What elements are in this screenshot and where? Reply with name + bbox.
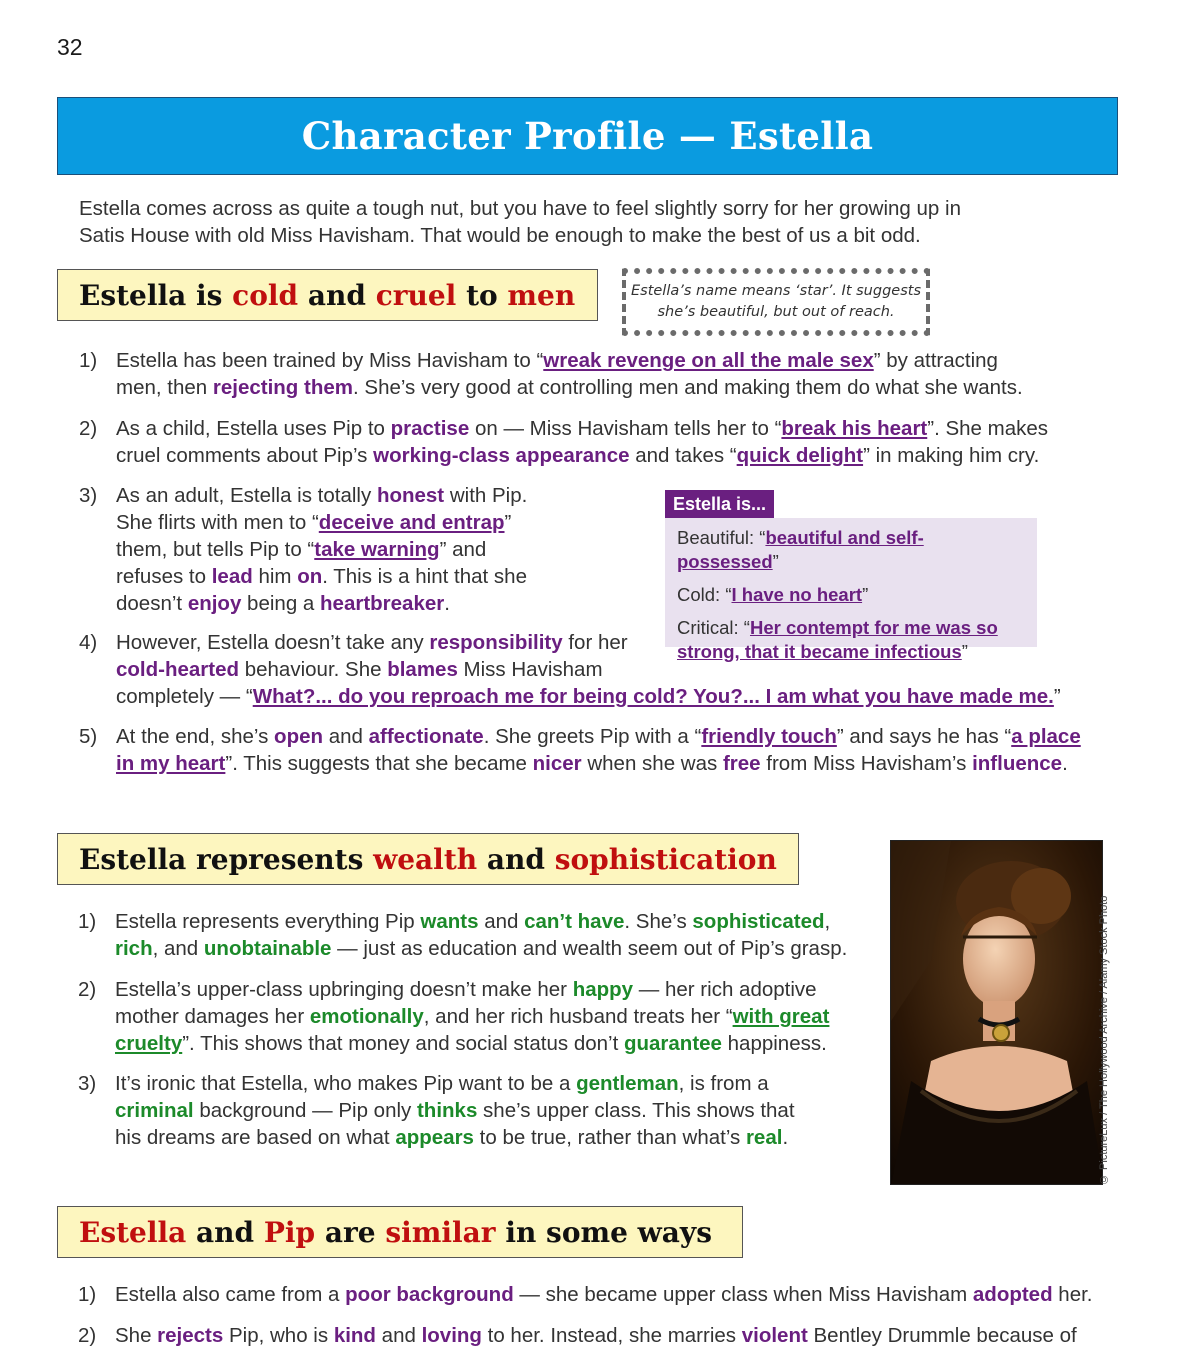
- estella-box-heading: Estella is...: [665, 490, 774, 518]
- keyword: appears: [395, 1126, 474, 1149]
- keyword: unobtainable: [203, 937, 332, 960]
- text: them, but tells Pip to “: [116, 538, 315, 561]
- text: behaviour. She: [239, 658, 388, 681]
- keyword: honest: [376, 484, 445, 507]
- text: ”. This suggests that she became: [225, 752, 533, 775]
- heading-word: in some ways: [505, 1215, 712, 1249]
- text: It’s ironic that Estella, who makes Pip want to be a: [115, 1072, 577, 1095]
- text: to be true, rather than what’s: [473, 1126, 746, 1149]
- heading-word: men: [507, 278, 576, 312]
- text: As a child, Estella uses Pip to: [116, 417, 391, 440]
- keyword: rejecting them: [212, 376, 353, 399]
- list-item: [78, 1281, 1093, 1308]
- text: men, then: [116, 376, 213, 399]
- keyword: poor background: [345, 1283, 514, 1306]
- keyword: rich: [115, 937, 153, 960]
- note-line: Estella’s name means ‘star’. It suggests: [630, 283, 921, 299]
- keyword: thinks: [416, 1099, 478, 1122]
- quote: beautiful and self-possessed: [677, 527, 924, 572]
- item-number: 2): [78, 1324, 97, 1347]
- text: when she was: [581, 752, 723, 775]
- text: ” and: [439, 538, 487, 561]
- list-item: [78, 976, 830, 1057]
- quote: friendly touch: [701, 725, 837, 748]
- heading-word: and: [196, 1215, 255, 1249]
- keyword: sophisticated: [692, 910, 825, 933]
- text: Beautiful: “: [677, 527, 766, 548]
- heading-word: wealth: [373, 842, 478, 876]
- estella-box-row: [677, 583, 1025, 607]
- text: ”: [862, 584, 869, 605]
- keyword: violent: [741, 1324, 808, 1347]
- keyword: affectionate: [368, 725, 484, 748]
- item-number: 2): [78, 978, 97, 1001]
- list-item: [79, 482, 528, 617]
- keyword: gentleman: [576, 1072, 679, 1095]
- keyword: adopted: [972, 1283, 1053, 1306]
- text: .: [1062, 752, 1068, 775]
- keyword: lead: [211, 565, 253, 588]
- text: ”: [504, 511, 512, 534]
- quote: with great: [732, 1005, 830, 1028]
- text: background — Pip only: [193, 1099, 417, 1122]
- heading-word: and: [486, 842, 545, 876]
- text: — she became upper class when Miss Havisham: [513, 1283, 973, 1306]
- text: from Miss Havisham’s: [760, 752, 973, 775]
- quote: break his heart: [781, 417, 928, 440]
- text: her.: [1052, 1283, 1093, 1306]
- intro-paragraph: [79, 195, 1079, 249]
- keyword: on: [297, 565, 323, 588]
- keyword: can’t have: [524, 910, 625, 933]
- text: to her. Instead, she marries: [481, 1324, 742, 1347]
- estella-box-row: [677, 616, 1025, 664]
- text: .: [782, 1126, 789, 1149]
- keyword: blames: [387, 658, 458, 681]
- list-item: [78, 1070, 795, 1151]
- text: ” in making him cry.: [863, 444, 1040, 467]
- quote: take warning: [314, 538, 440, 561]
- intro-line: Satis House with old Miss Havisham. That would be enough to make the best of us a bit odd.: [79, 224, 921, 247]
- item-number: 2): [79, 417, 98, 440]
- text: and: [478, 910, 525, 933]
- item-number: 1): [78, 910, 97, 933]
- text: Estella’s upper-class upbringing doesn’t make her: [115, 978, 573, 1001]
- keyword: wants: [420, 910, 479, 933]
- text: him: [252, 565, 298, 588]
- keyword: responsibility: [429, 631, 563, 654]
- text: .: [444, 592, 450, 615]
- text: As an adult, Estella is totally: [116, 484, 377, 507]
- quote: I have no heart: [731, 584, 863, 605]
- text: . She greets Pip with a “: [483, 725, 702, 748]
- list-item: [79, 415, 1049, 469]
- keyword: loving: [421, 1324, 482, 1347]
- text: . This is a hint that she: [322, 565, 527, 588]
- text: Bentley Drummle because of: [807, 1324, 1077, 1347]
- text: Pip, who is: [223, 1324, 334, 1347]
- text: with Pip.: [444, 484, 528, 507]
- text: and: [323, 725, 369, 748]
- text: Estella represents everything Pip: [115, 910, 421, 933]
- text: for her: [562, 631, 628, 654]
- text: ”: [1053, 685, 1061, 708]
- heading-word: Estella represents: [79, 842, 364, 876]
- quote: wreak revenge on all the male sex: [543, 349, 874, 372]
- text: ” by attracting: [873, 349, 998, 372]
- text: At the end, she’s: [116, 725, 275, 748]
- text: Estella also came from a: [115, 1283, 346, 1306]
- keyword: criminal: [115, 1099, 194, 1122]
- item-number: 5): [79, 725, 98, 748]
- heading-word: to: [466, 278, 498, 312]
- text: on — Miss Havisham tells her to “: [469, 417, 782, 440]
- keyword: free: [722, 752, 761, 775]
- text: mother damages her: [115, 1005, 310, 1028]
- text: , and: [152, 937, 204, 960]
- item-number: 3): [79, 484, 98, 507]
- text: Estella has been trained by Miss Havisham to “: [116, 349, 544, 372]
- text: , is from a: [678, 1072, 769, 1095]
- page-number: 32: [57, 34, 83, 60]
- text: doesn’t: [116, 592, 188, 615]
- keyword: enjoy: [187, 592, 242, 615]
- text: happiness.: [721, 1032, 827, 1055]
- estella-box-row: [677, 526, 1025, 574]
- text: ” and says he has “: [836, 725, 1012, 748]
- section-heading-similar: [57, 1206, 743, 1258]
- text: his dreams are based on what: [115, 1126, 396, 1149]
- quote: cruelty: [115, 1032, 183, 1055]
- heading-word: cruel: [375, 278, 457, 312]
- list-item: [78, 1322, 1077, 1349]
- text: being a: [241, 592, 321, 615]
- intro-line: Estella comes across as quite a tough nut, but you have to feel slightly sorry for her growing up in: [79, 197, 961, 220]
- text: . She’s: [624, 910, 693, 933]
- keyword: nicer: [532, 752, 582, 775]
- quote: deceive and entrap: [318, 511, 505, 534]
- heading-word: are: [324, 1215, 376, 1249]
- keyword: rejects: [157, 1324, 224, 1347]
- list-item: [79, 347, 1023, 401]
- item-number: 3): [78, 1072, 97, 1095]
- keyword: guarantee: [623, 1032, 722, 1055]
- text: — just as education and wealth seem out of Pip’s grasp.: [331, 937, 848, 960]
- portrait-illustration: [891, 841, 1103, 1185]
- keyword: practise: [390, 417, 470, 440]
- item-number: 1): [79, 349, 98, 372]
- item-number: 1): [78, 1283, 97, 1306]
- heading-word: similar: [385, 1215, 496, 1249]
- quote: a place: [1011, 725, 1081, 748]
- quote: What?... do you reproach me for being cold? You?... I am what you have made me.: [252, 685, 1054, 708]
- heading-word: and: [307, 278, 366, 312]
- keyword: emotionally: [309, 1005, 424, 1028]
- text: She: [115, 1324, 158, 1347]
- text: . She’s very good at controlling men and making them do what she wants.: [353, 376, 1023, 399]
- photo-credit: © PictureLux / The Hollywood Archive / Alamy Stock Photo: [1098, 895, 1110, 1185]
- quote: quick delight: [736, 444, 864, 467]
- quote: strong, that it became infectious: [677, 641, 962, 662]
- text: ”: [961, 641, 968, 662]
- text: cruel comments about Pip’s: [116, 444, 374, 467]
- keyword: kind: [333, 1324, 376, 1347]
- text: , and her rich husband treats her “: [423, 1005, 733, 1028]
- keyword: real: [745, 1126, 783, 1149]
- list-item: [78, 908, 848, 962]
- text: However, Estella doesn’t take any: [116, 631, 430, 654]
- text: she’s upper class. This shows that: [477, 1099, 795, 1122]
- text: and takes “: [629, 444, 737, 467]
- keyword: heartbreaker: [320, 592, 445, 615]
- text: completely — “: [116, 685, 253, 708]
- quote: in my heart: [116, 752, 226, 775]
- heading-word: Estella is: [79, 278, 223, 312]
- text: ”: [772, 551, 779, 572]
- heading-word: Estella: [79, 1215, 187, 1249]
- section-heading-wealth: [57, 833, 799, 885]
- section-heading-cold-cruel: [57, 269, 598, 321]
- list-item: [79, 723, 1081, 777]
- text: Critical: “: [677, 617, 750, 638]
- quote: Her contempt for me was so: [749, 617, 998, 638]
- heading-word: sophistication: [554, 842, 777, 876]
- estella-box-body: [665, 518, 1037, 662]
- text: ,: [824, 910, 831, 933]
- estella-is-box: [665, 490, 1037, 662]
- heading-word: Pip: [263, 1215, 316, 1249]
- text: Miss Havisham: [457, 658, 603, 681]
- text: ”. This shows that money and social status don’t: [182, 1032, 624, 1055]
- item-number: 4): [79, 631, 98, 654]
- estella-photo: [890, 840, 1103, 1185]
- text: refuses to: [116, 565, 212, 588]
- keyword: working-class appearance: [373, 444, 630, 467]
- page-title: Character Profile — Estella: [301, 114, 874, 158]
- heading-word: cold: [232, 278, 299, 312]
- keyword: influence: [972, 752, 1063, 775]
- margin-note: [622, 268, 930, 336]
- text: Cold: “: [677, 584, 732, 605]
- text: She flirts with men to “: [116, 511, 319, 534]
- text: ”. She makes: [927, 417, 1049, 440]
- keyword: cold-hearted: [116, 658, 240, 681]
- title-banner: [57, 97, 1118, 175]
- text: and: [375, 1324, 422, 1347]
- keyword: open: [274, 725, 324, 748]
- note-line: she’s beautiful, but out of reach.: [657, 304, 895, 320]
- text: — her rich adoptive: [633, 978, 817, 1001]
- keyword: happy: [572, 978, 634, 1001]
